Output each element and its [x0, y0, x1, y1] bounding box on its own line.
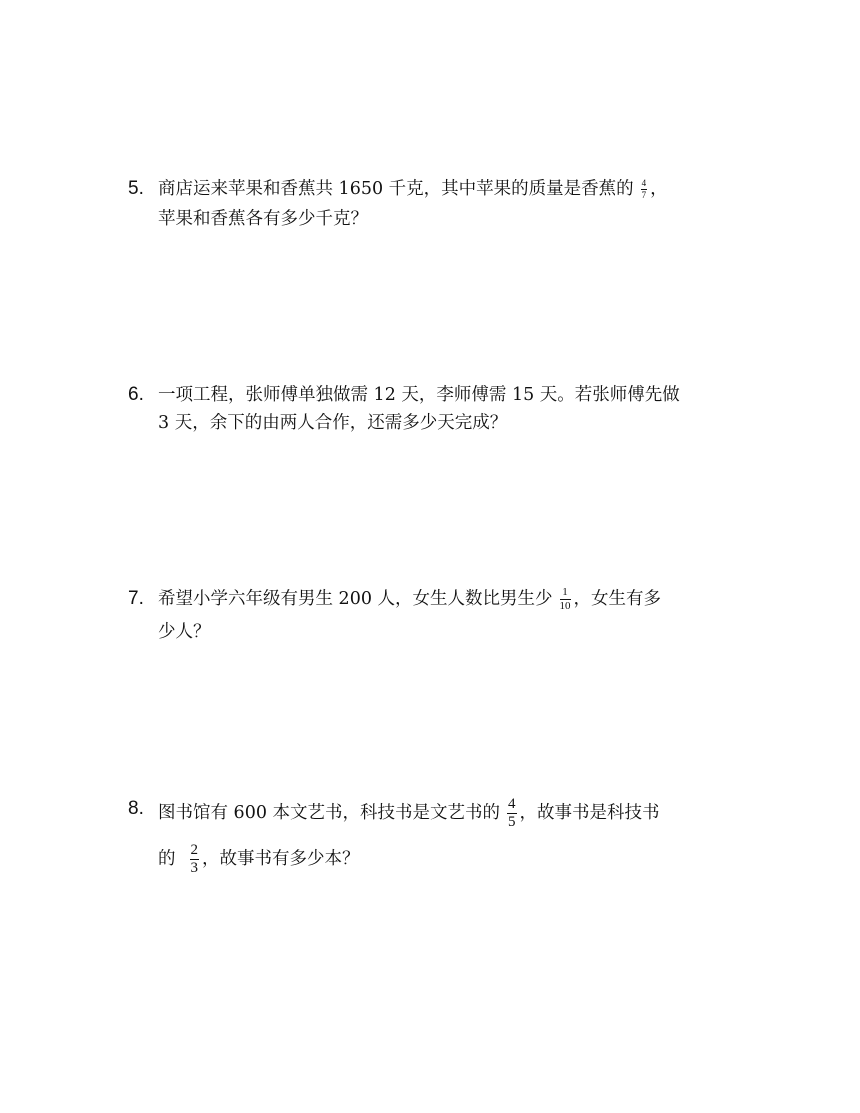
question-text: 的 [158, 849, 176, 869]
question-text: ，故事书是科技书 [519, 803, 660, 823]
fraction-numerator: 1 [560, 587, 571, 600]
question-text: ，故事书有多少本？ [202, 849, 360, 869]
fraction [560, 587, 571, 612]
question-text: ， [650, 179, 668, 199]
question-text-line-2 [158, 843, 360, 876]
question-text-line-2: 少人？ [158, 622, 211, 642]
question-text: 希望小学六年级有男生 200 人，女生人数比男生少 [158, 589, 553, 609]
fraction-numerator: 4 [508, 796, 516, 812]
question-text-line-2: 3 天，余下的由两人合作，还需多少天完成？ [158, 413, 508, 433]
fraction-denominator: 3 [190, 860, 198, 876]
question-number: 7. [128, 588, 144, 609]
question-text-line-1 [158, 177, 668, 201]
question-text-line-1: 一项工程，张师傅单独做需 12 天，李师傅需 15 天。若张师傅先做 [158, 385, 680, 405]
question-text: 图书馆有 600 本文艺书，科技书是文艺书的 [158, 803, 501, 823]
question-number: 5. [128, 178, 144, 199]
fraction [190, 843, 200, 876]
question-text: 商店运来苹果和香蕉共 1650 千克，其中苹果的质量是香蕉的 [158, 179, 634, 199]
fraction-denominator: 5 [508, 814, 516, 830]
question-text-line-2: 苹果和香蕉各有多少千克？ [158, 209, 368, 229]
fraction [641, 179, 648, 200]
fraction-numerator: 4 [641, 178, 647, 188]
question-text-line-1 [158, 587, 661, 612]
fraction-denominator: 10 [559, 600, 571, 612]
fraction-denominator: 7 [641, 190, 647, 200]
fraction-numerator: 2 [190, 842, 198, 858]
question-number: 6. [128, 384, 144, 405]
question-text-line-1 [158, 797, 660, 830]
fraction [507, 797, 517, 830]
question-number: 8. [128, 798, 144, 819]
question-text: ，女生有多 [573, 589, 662, 609]
